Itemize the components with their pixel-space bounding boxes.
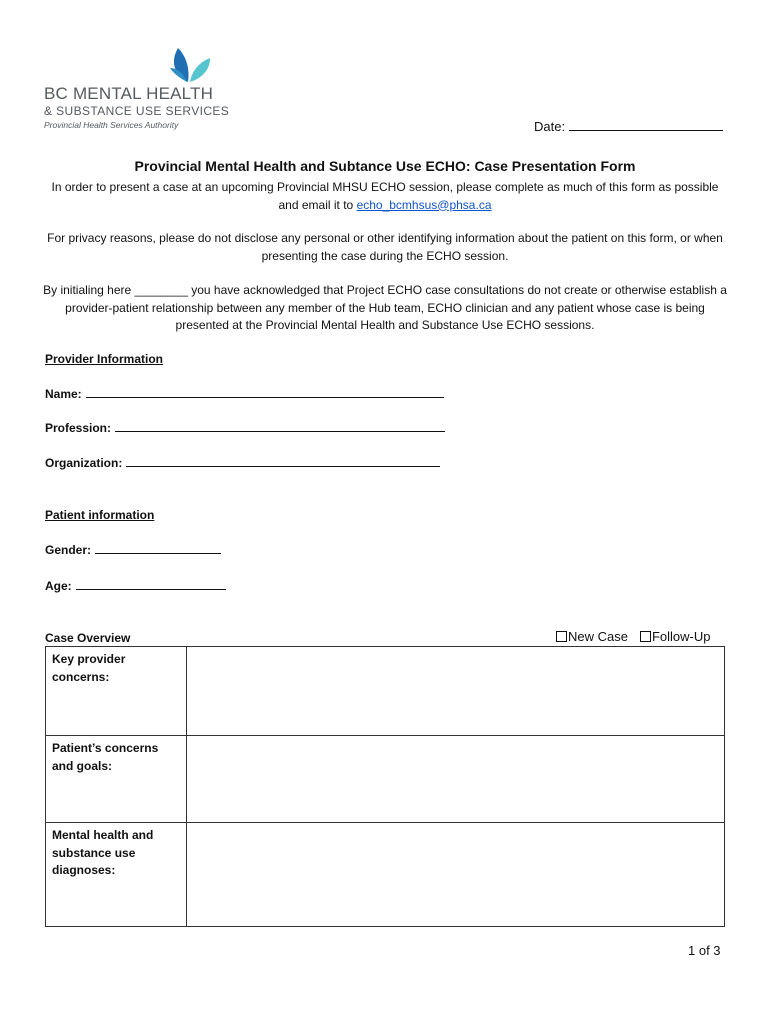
page-number: 1 of 3: [688, 943, 721, 958]
follow-up-label: Follow-Up: [651, 629, 711, 644]
name-label: Name:: [45, 387, 82, 401]
gender-input-line[interactable]: [95, 543, 221, 554]
ack-text-end: you have acknowledged that Project ECHO case consultations do not create or otherwise establish a provider-patient relationship between any member of the Hub team, ECHO clinician and any patient whose case is being presented at the Provincial Mental Health and Substance Use ECHO sessions.: [65, 283, 727, 332]
initial-blank[interactable]: ________: [134, 283, 188, 297]
profession-label: Profession:: [45, 421, 112, 435]
key-provider-concerns-input[interactable]: [187, 647, 725, 736]
table-row: [46, 823, 725, 927]
acknowledgement-paragraph: [40, 282, 730, 335]
name-input-line[interactable]: [86, 387, 444, 398]
case-type-options: [556, 629, 710, 644]
gender-label: Gender:: [45, 543, 92, 557]
intro-paragraph: [40, 179, 730, 214]
organization-label: Organization:: [45, 456, 123, 470]
ack-text-start: By initialing here: [43, 283, 132, 297]
diagnoses-input[interactable]: [187, 823, 725, 927]
case-overview-table: [45, 646, 725, 927]
age-label: Age:: [45, 579, 72, 593]
patient-concerns-goals-input[interactable]: [187, 736, 725, 823]
form-title: Provincial Mental Health and Subtance Use ECHO: Case Presentation Form: [134, 158, 636, 174]
provider-organization-field: [45, 456, 440, 470]
email-link[interactable]: echo_bcmhsus@phsa.ca: [356, 197, 492, 212]
age-input-line[interactable]: [76, 579, 226, 590]
patient-concerns-goals-label: Patient’s concerns and goals:: [46, 736, 187, 823]
intro-text: In order to present a case at an upcoming Provincial MHSU ECHO session, please complete as much of this form as possible and email it to: [51, 180, 719, 212]
date-label: Date:: [534, 119, 566, 134]
provider-profession-field: [45, 421, 445, 435]
patient-information-heading: Patient information: [45, 508, 155, 522]
new-case-label: New Case: [568, 629, 628, 644]
follow-up-checkbox[interactable]: [640, 631, 651, 642]
new-case-checkbox[interactable]: [556, 631, 567, 642]
date-field: [534, 118, 723, 134]
provider-name-field: [45, 387, 444, 401]
provider-information-heading: Provider Information: [45, 352, 164, 366]
butterfly-leaf-icon: [168, 44, 212, 84]
logo-line-3: Provincial Health Services Authority: [44, 120, 179, 130]
organization-input-line[interactable]: [126, 456, 440, 467]
table-row: [46, 736, 725, 823]
logo-line-1: BC MENTAL HEALTH: [44, 84, 214, 103]
key-provider-concerns-label: Key provider concerns:: [46, 647, 187, 736]
profession-input-line[interactable]: [115, 421, 445, 432]
case-overview-heading: Case Overview: [45, 631, 131, 645]
logo-line-2: & SUBSTANCE USE SERVICES: [44, 104, 230, 118]
date-input-line[interactable]: [569, 118, 723, 131]
patient-gender-field: [45, 543, 221, 557]
patient-age-field: [45, 579, 226, 593]
privacy-paragraph: For privacy reasons, please do not disclose any personal or other identifying information about the patient on this form, or when presenting the case during the ECHO session.: [47, 231, 723, 263]
bcmhsus-logo: [44, 44, 244, 134]
table-row: [46, 647, 725, 736]
diagnoses-label: Mental health and substance use diagnoses:: [46, 823, 187, 927]
